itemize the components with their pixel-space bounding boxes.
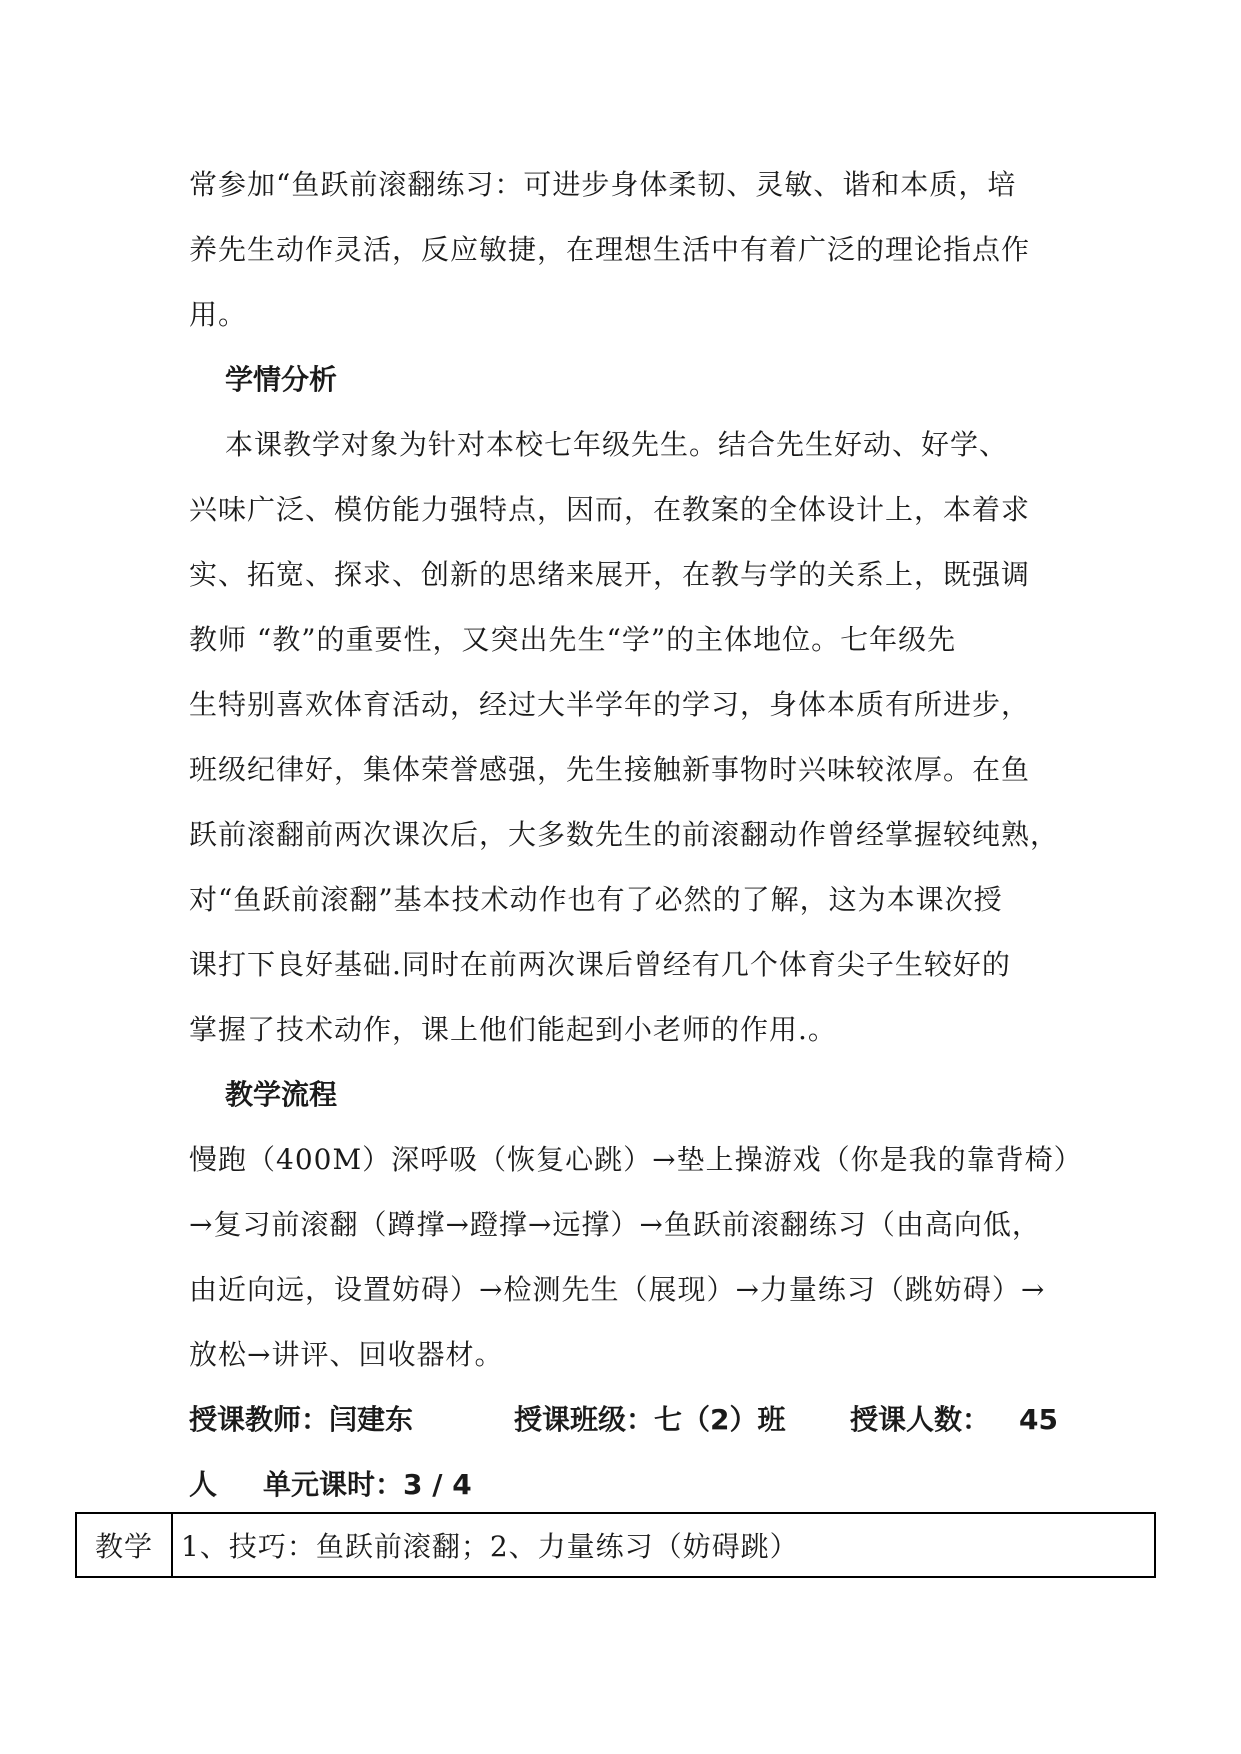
flow-line-4: 放松→讲评、回收器材。 — [189, 1338, 504, 1371]
learning-line-10: 掌握了技术动作，课上他们能起到小老师的作用.。 — [189, 1013, 837, 1046]
student-count-unit: 人 — [189, 1468, 218, 1501]
learning-line-1: 本课教学对象为针对本校七年级先生。结合先生好动、好学、 — [225, 428, 1009, 461]
learning-line-8: 对“鱼跃前滚翻”基本技术动作也有了必然的了解，这为本课次授 — [189, 883, 1003, 916]
row-label-cell: 教学 — [76, 1513, 172, 1577]
learning-line-9: 课打下良好基础.同时在前两次课后曾经有几个体育尖子生较好的 — [189, 948, 1011, 981]
learning-line-3: 实、拓宽、探求、创新的思绪来展开，在教与学的关系上，既强调 — [189, 558, 1031, 591]
unit-hours: 单元课时：3 / 4 — [263, 1468, 472, 1501]
student-count-value: 45 — [1019, 1403, 1058, 1436]
flow-line-2: →复习前滚翻（蹲撑→蹬撑→远撑）→鱼跃前滚翻练习（由高向低， — [189, 1208, 1041, 1241]
learning-line-5: 生特别喜欢体育活动，经过大半学年的学习，身体本质有所进步， — [189, 688, 1031, 721]
intro-line-1: 常参加“鱼跃前滚翻练习：可进步身体柔韧、灵敏、谐和本质，培 — [189, 168, 1017, 201]
learning-line-4: 教师 “教”的重要性，又突出先生“学”的主体地位。七年级先 — [189, 623, 957, 656]
class-info-line-2 — [189, 1452, 1057, 1517]
flow-line-3: 由近向远，设置妨碍）→检测先生（展现）→力量练习（跳妨碍）→ — [189, 1273, 1046, 1306]
teacher-info: 授课教师：闫建东 — [189, 1403, 414, 1436]
intro-line-3: 用。 — [189, 298, 248, 331]
intro-line-2: 养先生动作灵活，反应敏捷，在理想生活中有着广泛的理论指点作 — [189, 233, 1031, 266]
student-count-label: 授课人数： — [850, 1403, 991, 1436]
row-content-cell: 1、技巧：鱼跃前滚翻；2、力量练习（妨碍跳） — [172, 1513, 1155, 1577]
flow-line-1: 慢跑（400M）深呼吸（恢复心跳）→垫上操游戏（你是我的靠背椅） — [189, 1143, 1083, 1176]
class-info-line-1 — [189, 1387, 1057, 1452]
learning-line-2: 兴味广泛、模仿能力强特点，因而，在教案的全体设计上，本着求 — [189, 493, 1031, 526]
learning-analysis-heading: 学情分析 — [225, 363, 338, 396]
document-body — [189, 152, 1083, 1517]
class-info: 授课班级：七（2）班 — [514, 1403, 786, 1436]
learning-line-6: 班级纪律好，集体荣誉感强，先生接触新事物时兴味较浓厚。在鱼 — [189, 753, 1031, 786]
table-row — [76, 1513, 1155, 1577]
learning-line-7: 跃前滚翻前两次课次后，大多数先生的前滚翻动作曾经掌握较纯熟， — [189, 818, 1060, 851]
lesson-table — [75, 1512, 1156, 1578]
teaching-flow-heading: 教学流程 — [225, 1078, 338, 1111]
